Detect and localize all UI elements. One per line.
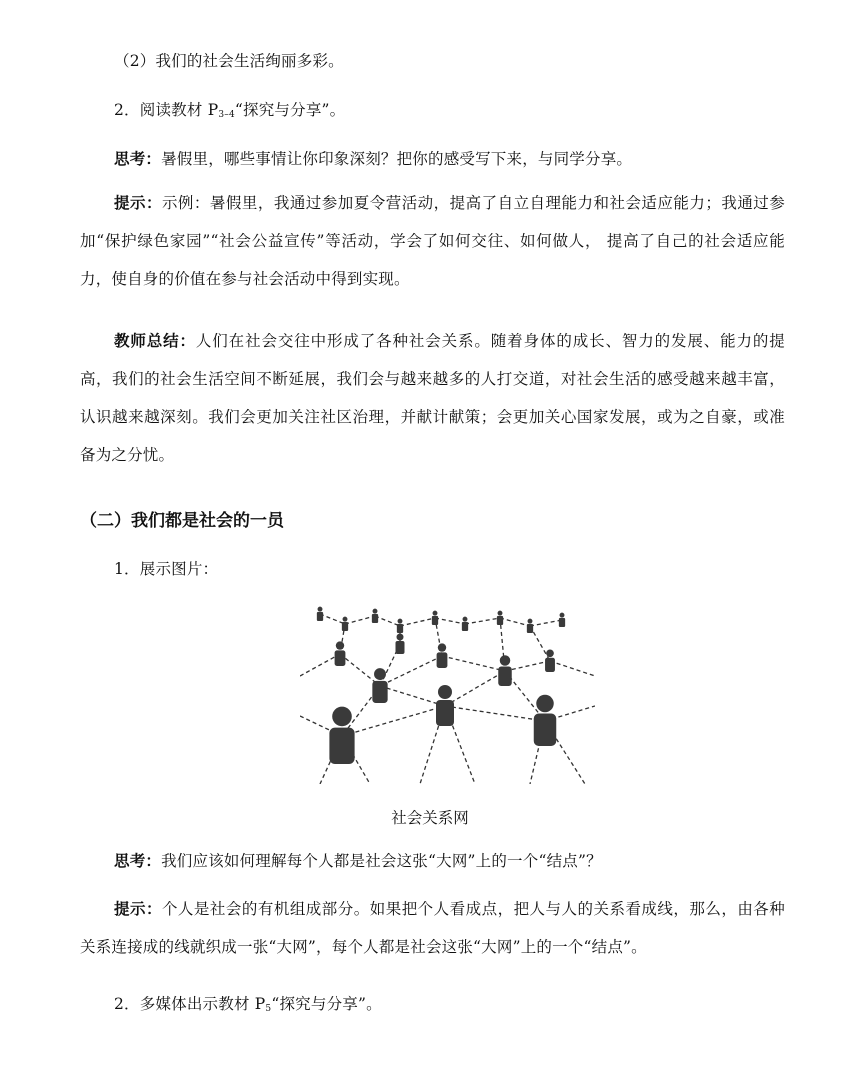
think-question-1: 思考：暑假里，哪些事情让你印象深刻？把你的感受写下来，与同学分享。 [114,150,633,168]
teacher-summary: 教师总结：人们在社会交往中形成了各种社会关系。随着身体的成长、智力的发展、能力的提高，我们的社会生活空间不断延展，我们会与越来越多的人打交道，对社会生活的感受越来越丰富，认识越来越深刻。我们会更加关注社区治理，并献计献策；会更加关心国家发展，或为之自豪，或准备为之分忧。 [80,332,785,464]
item-social-life: （2）我们的社会生活绚丽多彩。 [114,52,344,70]
item-read-textbook: 2．阅读教材 $P_{3-4}“$探究与分享”。 [114,101,346,120]
person-icon [396,634,405,655]
person-icon [372,668,387,703]
person-icon [342,617,348,631]
person-icon [329,707,354,764]
think-question-2: 思考：我们应该如何理解每个人都是社会这张“大网”上的一个“结点”？ [114,852,602,870]
person-icon [545,649,555,672]
figure-caption: 社会关系网 [391,809,469,827]
hint-paragraph-2: 提示：个人是社会的有机组成部分。如果把个人看成点，把人与人的关系看成线，那么，由各种关系连接成的线就织成一张“大网”，每个人都是社会这张“大网”上的一个“结点”。 [80,900,785,956]
person-icon [498,655,512,686]
social-network-image [300,596,595,784]
person-icon [559,613,565,627]
person-icon [335,641,346,666]
person-icon [437,643,448,668]
summary-label: 教师总结： [114,332,196,350]
person-icon [372,609,378,623]
hint-label: 提示： [114,194,162,212]
person-icon [397,619,403,633]
person-icon [317,607,323,621]
item-show-picture: 1．展示图片： [114,560,219,578]
hint-paragraph-1: 提示：示例：暑假里，我通过参加夏令营活动，提高了自立自理能力和社会适应能力；我通过参加“保护绿色家园”“社会公益宣传”等活动，学会了如何交往、如何做人， 提高了自己的社会适应能力，使自身的价值在参与社会活动中得到实现。 [80,194,785,288]
person-icon [436,685,454,726]
person-icon [462,617,468,631]
section-heading: （二）我们都是社会的一员 [80,511,284,531]
item-multimedia: 2．多媒体出示教材 $P_5“$探究与分享”。 [114,995,382,1014]
person-icon [527,619,533,633]
person-icon [432,611,438,625]
hint-label: 提示： [114,900,162,918]
think-label: 思考： [114,150,162,168]
person-icon [497,611,503,625]
person-icon [534,695,557,746]
think-label: 思考： [114,852,162,870]
